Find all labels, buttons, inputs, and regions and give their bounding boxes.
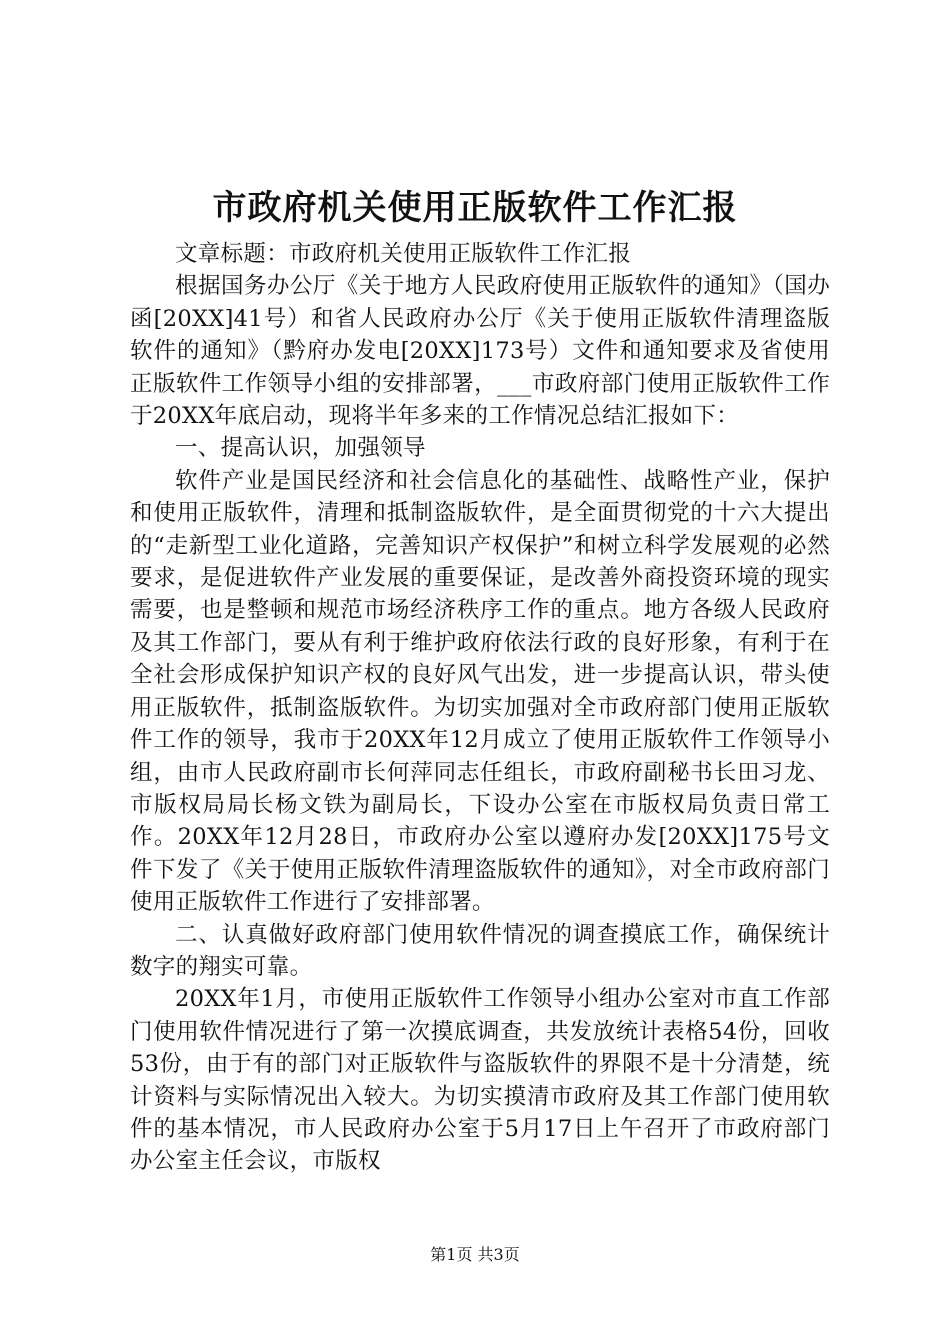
- section-1-paragraph: 软件产业是国民经济和社会信息化的基础性、战略性产业，保护和使用正版软件，清理和抵制盗版软件，是全面贯彻党的十六大提出的“走新型工业化道路，完善知识产权保护”和树立科学发展观的必然要求，是促进软件产业发展的重要保证，是改善外商投资环境的现实需要，也是整顿和规范市场经济秩序工作的重点。地方各级人民政府及其工作部门，要从有利于维护政府依法行政的良好形象，有利于在全社会形成保护知识产权的良好风气出发，进一步提高认识，带头使用正版软件，抵制盗版软件。为切实加强对全市政府部门使用正版软件工作的领导，我市于20XX年12月成立了使用正版软件工作领导小组，由市人民政府副市长何萍同志任组长，市政府副秘书长田习龙、市版权局局长杨文铁为副局长，下设办公室在市版权局负责日常工作。20XX年12月28日，市政府办公室以遵府办发[20XX]175号文件下发了《关于使用正版软件清理盗版软件的通知》，对全市政府部门使用正版软件工作进行了安排部署。: [130, 467, 830, 916]
- document-body: [130, 238, 830, 1178]
- section-2-paragraph: 20XX年1月，市使用正版软件工作领导小组办公室对市直工作部门使用软件情况进行了第一次摸底调查，共发放统计表格54份，回收53份，由于有的部门对正版软件与盗版软件的界限不是十分清楚，统计资料与实际情况出入较大。为切实摸清市政府及其工作部门使用软件的基本情况，市人民政府办公室于5月17日上午召开了市政府部门办公室主任会议，市版权: [130, 986, 830, 1175]
- article-title-line: 文章标题：市政府机关使用正版软件工作汇报: [175, 241, 632, 267]
- document-title: 市政府机关使用正版软件工作汇报: [212, 188, 738, 228]
- page-footer: 第1页 共3页: [430, 1245, 520, 1264]
- section-heading-2: 二、认真做好政府部门使用软件情况的调查摸底工作，确保统计数字的翔实可靠。: [130, 921, 830, 980]
- intro-paragraph: 根据国务办公厅《关于地方人民政府使用正版软件的通知》（国办函[20XX]41号）和省人民政府办公厅《关于使用正版软件清理盗版软件的通知》（黔府办发电[20XX]173号）文件和通知要求及省使用正版软件工作领导小组的安排部署，___市政府部门使用正版软件工作于20XX年底启动，现将半年多来的工作情况总结汇报如下：: [130, 273, 830, 430]
- section-heading-1: 一、提高认识，加强领导: [175, 435, 426, 462]
